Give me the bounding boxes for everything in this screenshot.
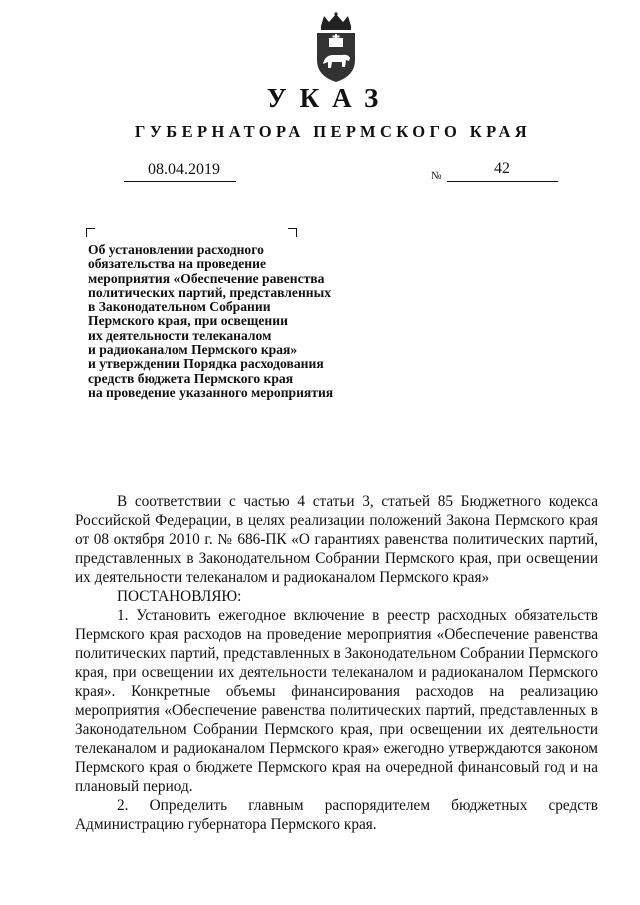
subject-line: обязательства на проведение [88, 256, 266, 272]
preamble-paragraph: В соответствии с частью 4 статьи 3, статьей 85 Бюджетного кодекса Российской Федерации, в целях реализации положений Закона Пермского края от 08 октября 2010 г. № 686-ПК «О гарантиях равенства политических партий, представленных в Законодательном Собрании Пермского края, при освещении их деятельности телеканалом и радиоканалом Пермского края» [75, 493, 598, 586]
item-2-paragraph: 2. Определить главным распорядителем бюджетных средств Администрацию губернатора Пермского края. [75, 797, 598, 833]
subject-line: средств бюджета Пермского края [88, 370, 294, 386]
subject-line: политических партий, представленных [88, 284, 332, 300]
title-corner-left [86, 228, 95, 237]
subject-line: на проведение указанного мероприятия [88, 384, 334, 400]
subject-line: и радиоканалом Пермского края» [88, 342, 298, 358]
date-underline [124, 181, 236, 182]
decree-issuer: ГУБЕРНАТОРА ПЕРМСКОГО КРАЯ [134, 122, 532, 141]
decree-word: ПОСТАНОВЛЯЮ: [117, 588, 242, 605]
subject-line: Пермского края, при освещении [88, 313, 288, 329]
number-sign: № [431, 170, 442, 182]
subject-line: Об установлении расходного [88, 242, 264, 257]
subject-line: и утверждении Порядка расходования [88, 356, 324, 372]
subject-line: в Законодательном Собрании [88, 299, 271, 315]
subject-line: их деятельности телеканалом [88, 327, 272, 343]
document-body [75, 492, 598, 834]
document-subject [88, 243, 388, 400]
coat-of-arms-icon [311, 12, 361, 84]
decree-title: УКАЗ [266, 83, 392, 113]
title-corner-right [288, 228, 297, 237]
number-underline [447, 181, 558, 182]
subject-line: мероприятия «Обеспечение равенства [88, 270, 325, 286]
decree-date: 08.04.2019 [148, 161, 220, 178]
decree-number: 42 [494, 160, 510, 177]
item-1-paragraph: 1. Установить ежегодное включение в реестр расходных обязательств Пермского края расходов на проведение мероприятия «Обеспечение равенства политических партий, представленных в Законодательном Собрании Пермского края, при освещении их деятельности телеканалом и радиоканалом Пермского края». Конкретные объемы финансирования расходов на реализацию мероприятия «Обеспечение равенства политических партий, представленных в Законодательном Собрании Пермского края, при освещении их деятельности телеканалом и радиоканалом Пермского края» ежегодно утверждаются законом Пермского края о бюджете Пермского края на очередной финансовый год и на плановый период. [75, 607, 598, 795]
